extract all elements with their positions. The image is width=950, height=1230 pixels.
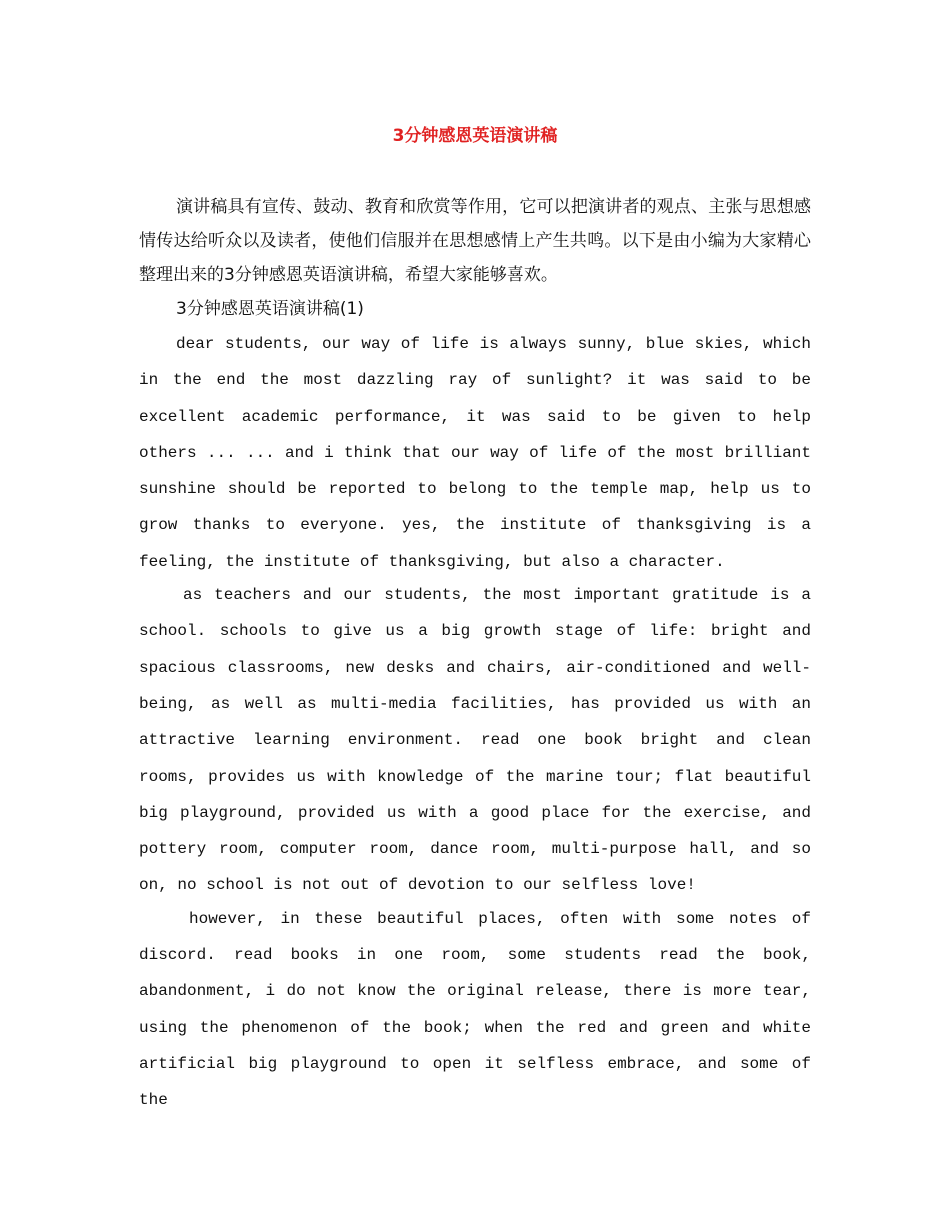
speech-paragraph-3: however, in these beautiful places, often with some notes of discord. read books in one room, some students read the book, abandonment, i do not know the original release, there is more tear, using the phenomenon of the book; when the red and green and white artificial big playground to open it selfless embrace, and some of the [139, 909, 811, 1110]
speech-paragraph-2: as teachers and our students, the most important gratitude is a school. schools to give us a big growth stage of life: bright and spacious classrooms, new desks and chairs, air-conditioned and well-being, as well as multi-media facilities, has provided us with an attractive learning environment. read one book bright and clean rooms, provides us with knowledge of the marine tour; flat beautiful big playground, provided us with a good place for the exercise, and pottery room, computer room, dance room, multi-purpose hall, and so on, no school is not out of devotion to our selfless love! [139, 586, 811, 895]
document-title: 3分钟感恩英语演讲稿 [392, 126, 558, 146]
document-body [139, 190, 811, 1119]
speech-paragraph-1: dear students, our way of life is always sunny, blue skies, which in the end the most dazzling ray of sunlight? it was said to be excellent academic performance, it was said to be given to help others ... ... and i think that our way of life of the most brilliant sunshine should be reported to belong to the temple map, help us to grow thanks to everyone. yes, the institute of thanksgiving is a feeling, the institute of thanksgiving, but also a character. [139, 335, 811, 571]
section-heading: 3分钟感恩英语演讲稿(1) [176, 299, 364, 319]
intro-paragraph: 演讲稿具有宣传、鼓动、教育和欣赏等作用，它可以把演讲者的观点、主张与思想感情传达给听众以及读者，使他们信服并在思想感情上产生共鸣。以下是由小编为大家精心整理出来的3分钟感恩英语演讲稿，希望大家能够喜欢。 [139, 197, 811, 285]
